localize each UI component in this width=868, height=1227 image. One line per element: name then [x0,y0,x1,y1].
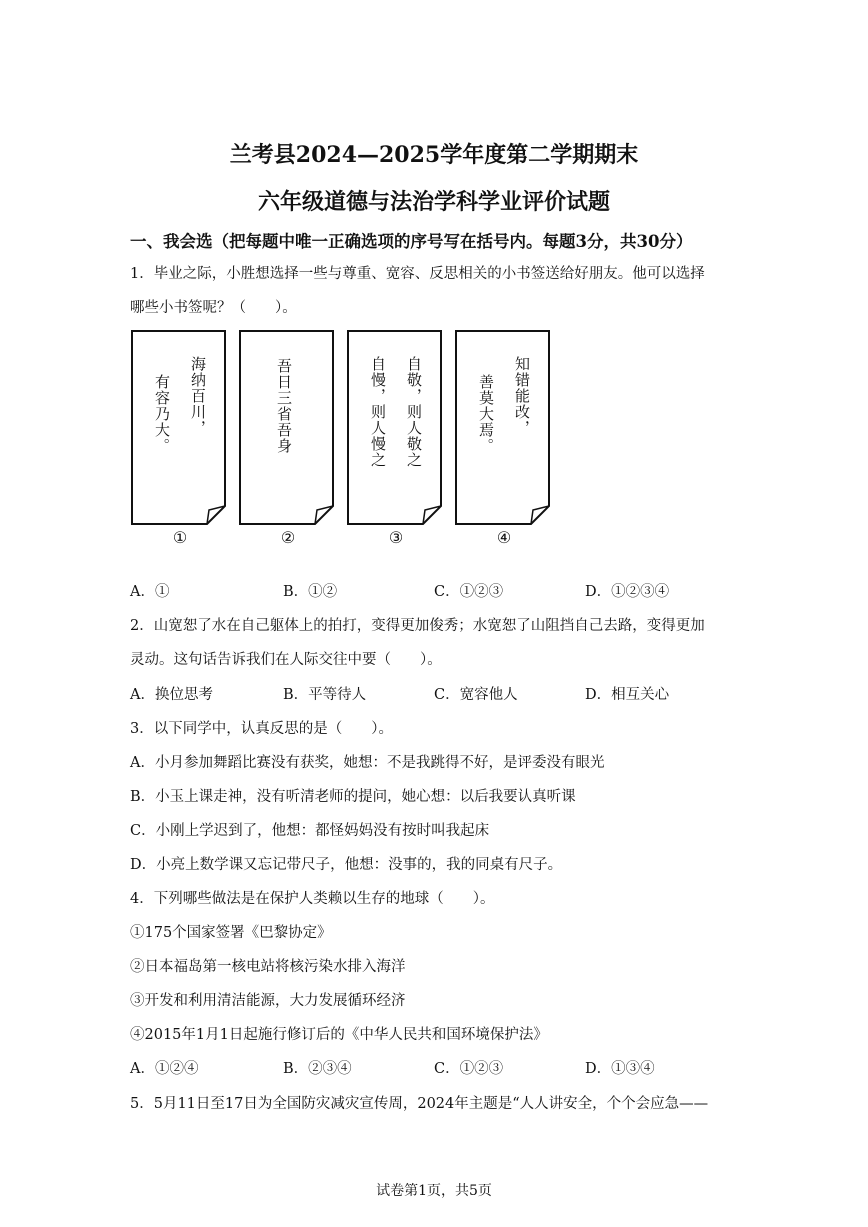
q4-option-d: D．①③④ [585,1061,655,1077]
bookmark-1-right-column: 海纳百川， [189,356,207,436]
q3-option-c: C．小刚上学迟到了，他想：都怪妈妈没有按时叫我起床 [130,823,490,839]
q4-option-b: B．②③④ [283,1061,352,1077]
q2-option-a: A．换位思考 [130,687,213,703]
bookmark-card-4 [455,330,551,526]
page-footer: 试卷第1页，共5页 [376,1183,492,1199]
q3-option-a: A．小月参加舞蹈比赛没有获奖，她想：不是我跳得不好，是评委没有眼光 [130,755,605,771]
exam-title-line2: 六年级道德与法治学科学业评价试题 [257,189,610,215]
q1-stem-line1: 1．毕业之际，小胜想选择一些与尊重、宽容、反思相关的小书签送给好朋友。他可以选择 [130,266,705,282]
q2-stem-line1: 2．山宽恕了水在自己躯体上的拍打，变得更加俊秀；水宽恕了山阻挡自己去路，变得更加 [130,618,705,634]
q2-option-b: B．平等待人 [283,687,367,703]
q2-stem-line2: 灵动。这句话告诉我们在人际交往中要（ ）。 [130,652,442,668]
bookmark-4-left-column: 善莫大焉。 [477,374,495,454]
q2-option-c: C．宽容他人 [434,687,518,703]
bookmark-frame-icon [347,330,443,526]
bookmark-number-1: ① [172,528,188,547]
bookmark-number-4: ④ [496,528,512,547]
q1-option-a: A．① [130,584,170,600]
bookmark-3-left-column: 自慢，则人慢之 [369,356,387,468]
q1-option-c: C．①②③ [434,584,504,600]
section-heading: 一、我会选（把每题中唯一正确选项的序号写在括号内。每题3分，共30分） [130,232,693,251]
bookmark-number-2: ② [280,528,296,547]
q4-option-a: A．①②④ [130,1061,199,1077]
q4-item-1: ①175个国家签署《巴黎协定》 [130,925,332,941]
bookmark-number-3: ③ [388,528,404,547]
bookmark-1-left-column: 有容乃大。 [153,374,171,454]
q3-stem: 3．以下同学中，认真反思的是（ ）。 [130,721,393,737]
bookmark-3-right-column: 自敬，则人敬之 [405,356,423,468]
bookmark-4-right-column: 知错能改， [513,356,531,436]
q4-item-2: ②日本福岛第一核电站将核污染水排入海洋 [130,959,406,975]
bookmark-card-2 [239,330,335,526]
q2-option-d: D．相互关心 [585,687,670,703]
q4-item-4: ④2015年1月1日起施行修订后的《中华人民共和国环境保护法》 [130,1027,548,1043]
q4-item-3: ③开发和利用清洁能源，大力发展循环经济 [130,993,406,1009]
q5-stem-line1: 5．5月11日至17日为全国防灾减灾宣传周，2024年主题是“人人讲安全，个个会应急—— [130,1096,709,1112]
q4-stem: 4．下列哪些做法是在保护人类赖以生存的地球（ ）。 [130,891,495,907]
q4-option-c: C．①②③ [434,1061,504,1077]
q3-option-d: D．小亮上数学课又忘记带尺子，他想：没事的，我的同桌有尺子。 [130,857,563,873]
q1-option-b: B．①② [283,584,338,600]
bookmark-card-3 [347,330,443,526]
exam-title-line1: 兰考县2024—2025学年度第二学期期末 [229,142,639,168]
bookmark-card-1 [131,330,227,526]
bookmark-frame-icon [455,330,551,526]
bookmark-2-column: 吾日三省吾身 [275,358,293,454]
bookmark-frame-icon [131,330,227,526]
q1-stem-line2: 哪些小书签呢？（ ）。 [130,300,297,316]
q3-option-b: B．小玉上课走神，没有听清老师的提问，她心想：以后我要认真听课 [130,789,576,805]
q1-option-d: D．①②③④ [585,584,670,600]
